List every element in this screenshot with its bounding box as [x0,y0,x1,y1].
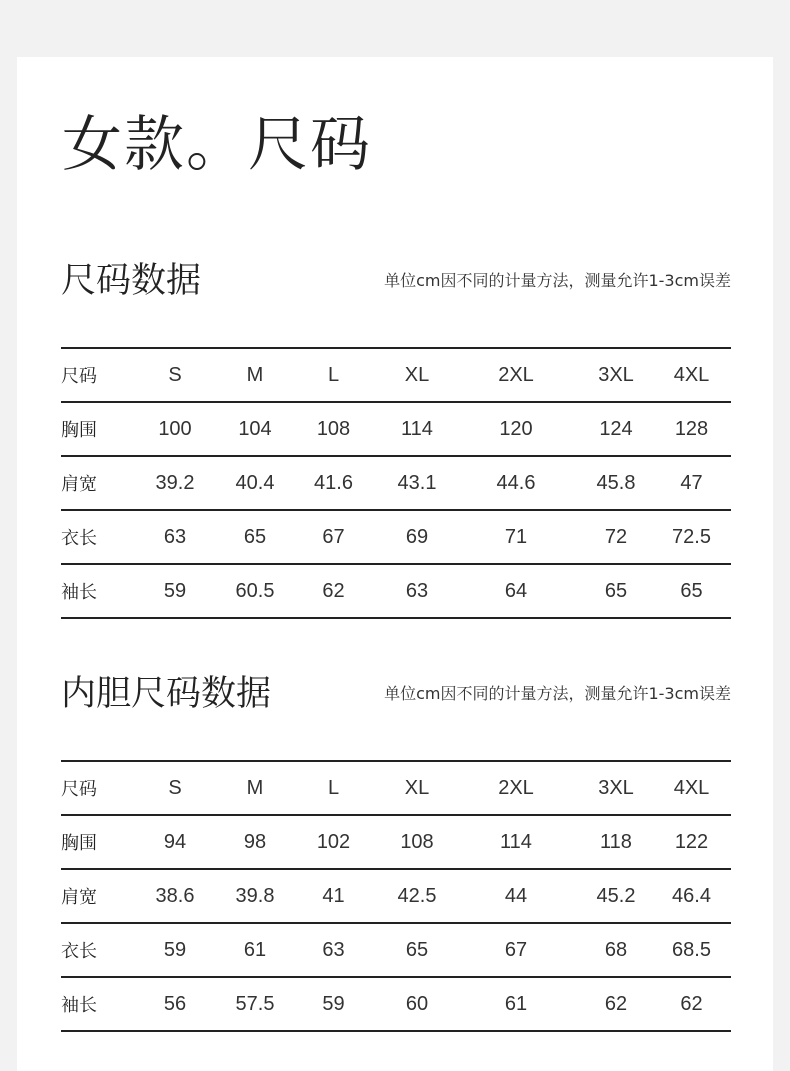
table-cell: 63 [125,510,225,564]
table-cell: 47 [652,456,731,510]
size-table [61,760,731,1032]
size-header-l: L [285,348,382,402]
header-label: 尺码 [61,348,125,402]
table-cell: 38.6 [125,869,225,923]
table-cell: 56 [125,977,225,1031]
size-header-3xl: 3XL [580,348,652,402]
table-cell: 39.8 [225,869,285,923]
table-cell: 69 [382,510,452,564]
table-cell: 46.4 [652,869,731,923]
table-cell: 98 [225,815,285,869]
row-label: 袖长 [61,977,125,1031]
size-header-2xl: 2XL [452,761,580,815]
table-cell: 65 [580,564,652,618]
table-cell: 68.5 [652,923,731,977]
size-header-2xl: 2XL [452,348,580,402]
table-cell: 94 [125,815,225,869]
table-cell: 108 [285,402,382,456]
table-cell: 62 [285,564,382,618]
table-cell: 63 [285,923,382,977]
table-row [61,977,731,1031]
size-table [61,347,731,619]
table-cell: 71 [452,510,580,564]
row-label: 衣长 [61,510,125,564]
table-row [61,456,731,510]
table-cell: 102 [285,815,382,869]
table-row [61,510,731,564]
table-cell: 44.6 [452,456,580,510]
size-header-4xl: 4XL [652,348,731,402]
table-cell: 114 [382,402,452,456]
table-cell: 44 [452,869,580,923]
table-cell: 45.2 [580,869,652,923]
size-header-xl: XL [382,348,452,402]
table-cell: 114 [452,815,580,869]
table-cell: 63 [382,564,452,618]
table-cell: 60.5 [225,564,285,618]
table-cell: 61 [225,923,285,977]
inner-lining-size-section [61,670,731,1032]
size-data-section [61,257,731,619]
table-cell: 59 [285,977,382,1031]
table-cell: 40.4 [225,456,285,510]
size-header-l: L [285,761,382,815]
section-header [61,670,731,760]
size-chart-card [17,57,773,1071]
table-cell: 67 [285,510,382,564]
table-row [61,869,731,923]
table-cell: 104 [225,402,285,456]
row-label: 袖长 [61,564,125,618]
table-cell: 68 [580,923,652,977]
header-label: 尺码 [61,761,125,815]
table-cell: 128 [652,402,731,456]
section-title: 尺码数据 [61,261,202,301]
size-header-xl: XL [382,761,452,815]
table-cell: 60 [382,977,452,1031]
table-cell: 45.8 [580,456,652,510]
table-cell: 122 [652,815,731,869]
table-cell: 124 [580,402,652,456]
page-title: 女款。尺码 [62,110,372,180]
table-cell: 118 [580,815,652,869]
table-cell: 64 [452,564,580,618]
table-cell: 65 [652,564,731,618]
table-cell: 120 [452,402,580,456]
table-row [61,815,731,869]
size-header-s: S [125,348,225,402]
table-cell: 65 [382,923,452,977]
row-label: 衣长 [61,923,125,977]
table-cell: 72.5 [652,510,731,564]
table-row [61,402,731,456]
table-cell: 61 [452,977,580,1031]
table-cell: 42.5 [382,869,452,923]
table-cell: 59 [125,564,225,618]
table-header-row [61,348,731,402]
table-cell: 43.1 [382,456,452,510]
size-header-m: M [225,761,285,815]
size-header-s: S [125,761,225,815]
section-title: 内胆尺码数据 [61,674,272,714]
section-header [61,257,731,347]
table-row [61,923,731,977]
table-cell: 62 [580,977,652,1031]
table-cell: 59 [125,923,225,977]
table-cell: 62 [652,977,731,1031]
table-row [61,564,731,618]
table-cell: 41.6 [285,456,382,510]
table-cell: 67 [452,923,580,977]
table-cell: 108 [382,815,452,869]
size-header-m: M [225,348,285,402]
size-header-4xl: 4XL [652,761,731,815]
row-label: 肩宽 [61,869,125,923]
measurement-note: 单位cm因不同的计量方法，测量允许1-3cm误差 [384,271,731,290]
table-cell: 57.5 [225,977,285,1031]
row-label: 胸围 [61,402,125,456]
table-cell: 100 [125,402,225,456]
measurement-note: 单位cm因不同的计量方法，测量允许1-3cm误差 [384,684,731,703]
row-label: 肩宽 [61,456,125,510]
table-cell: 39.2 [125,456,225,510]
table-cell: 65 [225,510,285,564]
row-label: 胸围 [61,815,125,869]
table-header-row [61,761,731,815]
table-cell: 41 [285,869,382,923]
size-header-3xl: 3XL [580,761,652,815]
table-cell: 72 [580,510,652,564]
